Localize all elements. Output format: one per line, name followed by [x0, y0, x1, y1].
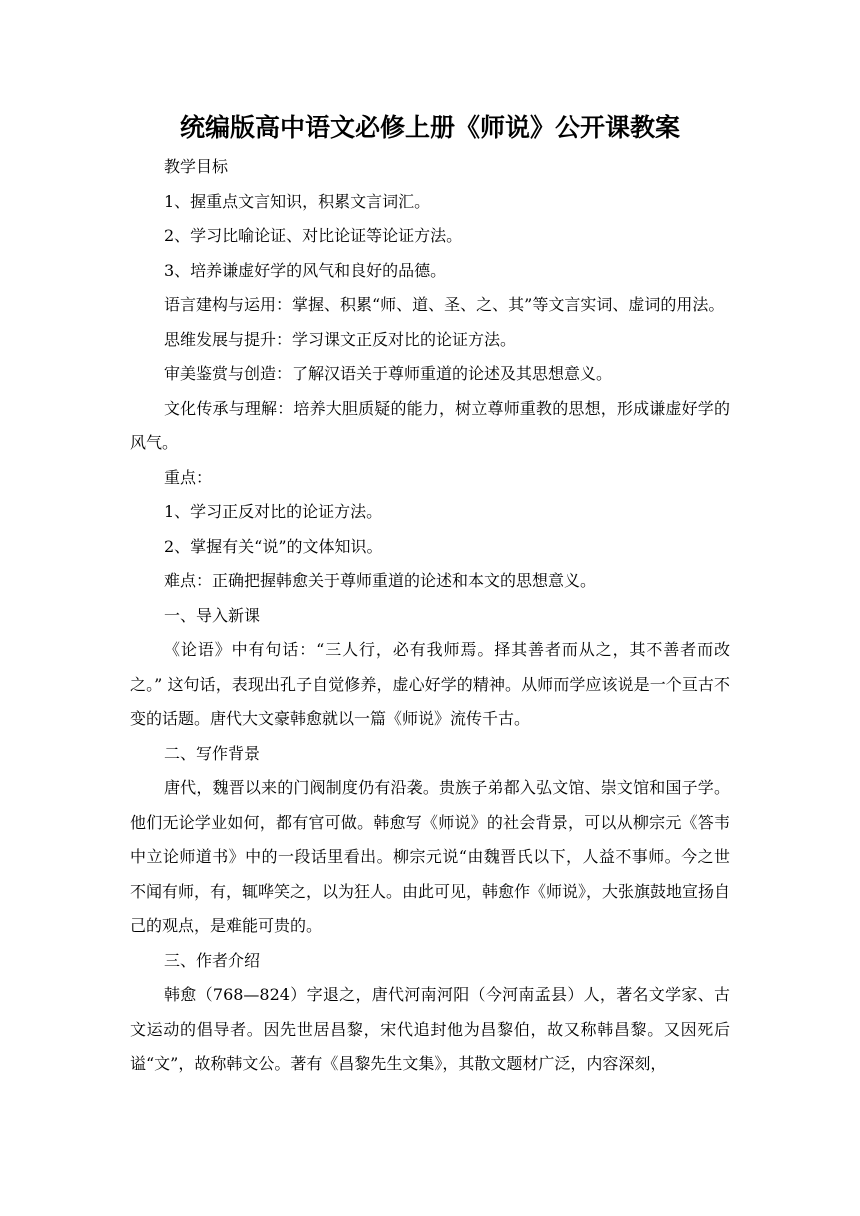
section-heading-author: 三、作者介绍	[164, 950, 261, 970]
section-heading-teaching-goals: 教学目标	[164, 157, 229, 176]
thinking-development-paragraph: 思维发展与提升：学习课文正反对比的论证方法。	[164, 329, 517, 349]
section-heading-background: 二、写作背景	[164, 743, 261, 763]
author-paragraph: 韩愈（768—824）字退之，唐代河南河阳（今河南孟县）人，著名文学家、古文运动的倡导者。因先世居昌黎，宋代追封他为昌黎伯，故又称韩昌黎。又因死后谥“文”，故称韩文公。著有《昌黎先生文集》，其散文题材广泛，内容深刻，	[130, 985, 730, 1073]
cultural-inheritance-paragraph: 文化传承与理解：培养大胆质疑的能力，树立尊师重教的思想，形成谦虚好学的风气。	[130, 398, 730, 452]
goal-item-1: 1、握重点文言知识，积累文言词汇。	[164, 191, 431, 211]
key-point-item-1: 1、学习正反对比的论证方法。	[164, 502, 383, 521]
document-title: 统编版高中语文必修上册《师说》公开课教案	[179, 113, 680, 142]
language-construction-paragraph: 语言建构与运用：掌握、积累“师、道、圣、之、其”等文言实词、虚词的用法。	[164, 295, 725, 314]
key-points-heading: 重点：	[164, 467, 213, 487]
background-paragraph: 唐代，魏晋以来的门阀制度仍有沿袭。贵族子弟都入弘文馆、崇文馆和国子学。他们无论学业如何，都有官可做。韩愈写《师说》的社会背景，可以从柳宗元《答韦中立论师道书》中的一段话里看出。柳宗元说“由魏晋氏以下，人益不事师。今之世不闻有师，有，辄哗笑之，以为狂人。由此可见，韩愈作《师说》，大张旗鼓地宣扬自己的观点，是难能可贵的。	[130, 778, 731, 935]
introduction-paragraph: 《论语》中有句话：“三人行，必有我师焉。择其善者而从之，其不善者而改之。” 这句话，表现出孔子自觉修养，虚心好学的精神。从师而学应该说是一个亘古不变的话题。唐代大文豪韩愈就以一篇《师说》流传千古。	[130, 640, 730, 728]
aesthetic-appreciation-paragraph: 审美鉴赏与创造：了解汉语关于尊师重道的论述及其思想意义。	[164, 364, 613, 383]
goal-item-3: 3、培养谦虚好学的风气和良好的品德。	[164, 260, 447, 280]
difficulty-paragraph: 难点：正确把握韩愈关于尊师重道的论述和本文的思想意义。	[164, 571, 597, 590]
key-point-item-2: 2、掌握有关“说”的文体知识。	[164, 536, 383, 556]
document-body	[130, 150, 730, 1082]
goal-item-2: 2、学习比喻论证、对比论证等论证方法。	[164, 226, 463, 245]
section-heading-introduction: 一、导入新课	[164, 605, 261, 625]
